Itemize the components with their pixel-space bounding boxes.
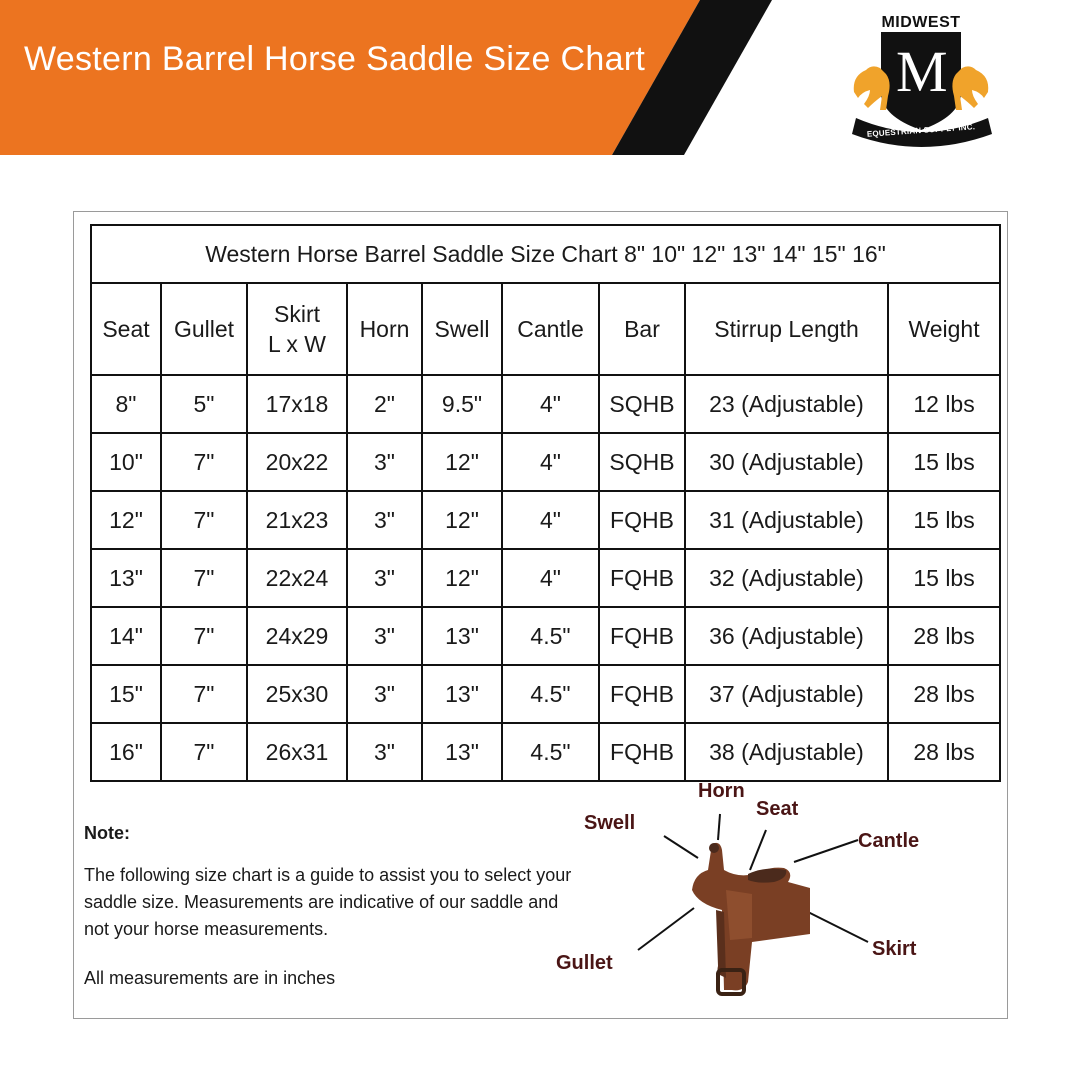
table-cell: FQHB <box>599 607 685 665</box>
table-row <box>91 549 1000 607</box>
table-cell: 28 lbs <box>888 607 1000 665</box>
table-cell: 4" <box>502 375 599 433</box>
table-cell: 9.5" <box>422 375 502 433</box>
label-seat: Seat <box>756 798 799 820</box>
table-cell: SQHB <box>599 433 685 491</box>
table-cell: 13" <box>91 549 161 607</box>
table-cell: 3" <box>347 491 422 549</box>
table-row <box>91 607 1000 665</box>
table-body <box>91 375 1000 781</box>
label-cantle: Cantle <box>858 830 920 852</box>
logo-brand-top: MIDWEST <box>881 14 961 31</box>
table-cell: 21x23 <box>247 491 347 549</box>
table-cell: 12" <box>422 549 502 607</box>
table-cell: FQHB <box>599 723 685 781</box>
table-cell: 22x24 <box>247 549 347 607</box>
table-cell: FQHB <box>599 549 685 607</box>
table-row <box>91 375 1000 433</box>
table-row <box>91 433 1000 491</box>
label-gullet: Gullet <box>556 952 613 974</box>
table-cell: 7" <box>161 723 247 781</box>
table-cell: 4" <box>502 433 599 491</box>
table-cell: FQHB <box>599 491 685 549</box>
table-cell: 3" <box>347 549 422 607</box>
table-cell: 13" <box>422 607 502 665</box>
table-cell: 4" <box>502 491 599 549</box>
table-cell: 7" <box>161 607 247 665</box>
table-cell: 37 (Adjustable) <box>685 665 888 723</box>
table-cell: FQHB <box>599 665 685 723</box>
column-header: Bar <box>599 283 685 375</box>
column-header: Stirrup Length <box>685 283 888 375</box>
table-cell: 25x30 <box>247 665 347 723</box>
column-header: Seat <box>91 283 161 375</box>
table-row <box>91 723 1000 781</box>
table-cell: 36 (Adjustable) <box>685 607 888 665</box>
table-cell: SQHB <box>599 375 685 433</box>
brand-logo <box>848 12 998 147</box>
table-cell: 28 lbs <box>888 665 1000 723</box>
table-cell: 15 lbs <box>888 491 1000 549</box>
table-cell: 15" <box>91 665 161 723</box>
table-cell: 23 (Adjustable) <box>685 375 888 433</box>
size-chart-table <box>90 224 1001 782</box>
column-header: Swell <box>422 283 502 375</box>
note-units: All measurements are in inches <box>84 968 336 988</box>
logo-brand-bottom: EQUESTRIAN SUPPLY INC. <box>866 122 976 139</box>
label-horn: Horn <box>698 780 745 802</box>
table-cell: 4.5" <box>502 607 599 665</box>
table-cell: 38 (Adjustable) <box>685 723 888 781</box>
table-cell: 17x18 <box>247 375 347 433</box>
table-cell: 24x29 <box>247 607 347 665</box>
label-skirt: Skirt <box>872 938 917 960</box>
table-cell: 12" <box>422 433 502 491</box>
saddle-diagram <box>548 778 988 1018</box>
table-cell: 26x31 <box>247 723 347 781</box>
note-heading: Note: <box>84 823 130 843</box>
table-row <box>91 491 1000 549</box>
label-swell: Swell <box>584 812 636 834</box>
column-header: Weight <box>888 283 1000 375</box>
table-cell: 3" <box>347 723 422 781</box>
table-cell: 3" <box>347 665 422 723</box>
table-cell: 5" <box>161 375 247 433</box>
table-row <box>91 665 1000 723</box>
table-cell: 12" <box>422 491 502 549</box>
column-header: Gullet <box>161 283 247 375</box>
table-cell: 4" <box>502 549 599 607</box>
table-cell: 28 lbs <box>888 723 1000 781</box>
table-cell: 7" <box>161 491 247 549</box>
table-cell: 15 lbs <box>888 549 1000 607</box>
table-cell: 4.5" <box>502 665 599 723</box>
page-title: Western Barrel Horse Saddle Size Chart <box>24 40 646 78</box>
table-cell: 30 (Adjustable) <box>685 433 888 491</box>
table-header-row <box>91 283 1000 375</box>
table-cell: 15 lbs <box>888 433 1000 491</box>
table-cell: 3" <box>347 607 422 665</box>
table-cell: 14" <box>91 607 161 665</box>
table-cell: 8" <box>91 375 161 433</box>
table-cell: 7" <box>161 433 247 491</box>
column-header: Skirt L x W <box>247 283 347 375</box>
table-cell: 20x22 <box>247 433 347 491</box>
table-cell: 7" <box>161 549 247 607</box>
table-cell: 4.5" <box>502 723 599 781</box>
table-cell: 16" <box>91 723 161 781</box>
column-header: Cantle <box>502 283 599 375</box>
note-text: The following size chart is a guide to assist you to select your saddle size. Measurements are indicative of our saddle and not your horse measurements. <box>84 865 572 939</box>
table-cell: 32 (Adjustable) <box>685 549 888 607</box>
table-cell: 12" <box>91 491 161 549</box>
table-cell: 2" <box>347 375 422 433</box>
logo-letter: M <box>896 39 948 104</box>
table-cell: 13" <box>422 723 502 781</box>
table-cell: 3" <box>347 433 422 491</box>
table-cell: 31 (Adjustable) <box>685 491 888 549</box>
table-cell: 13" <box>422 665 502 723</box>
table-cell: 12 lbs <box>888 375 1000 433</box>
table-cell: 10" <box>91 433 161 491</box>
table-title: Western Horse Barrel Saddle Size Chart 8" 10" 12" 13" 14" 15" 16" <box>91 225 1000 283</box>
column-header: Horn <box>347 283 422 375</box>
table-cell: 7" <box>161 665 247 723</box>
